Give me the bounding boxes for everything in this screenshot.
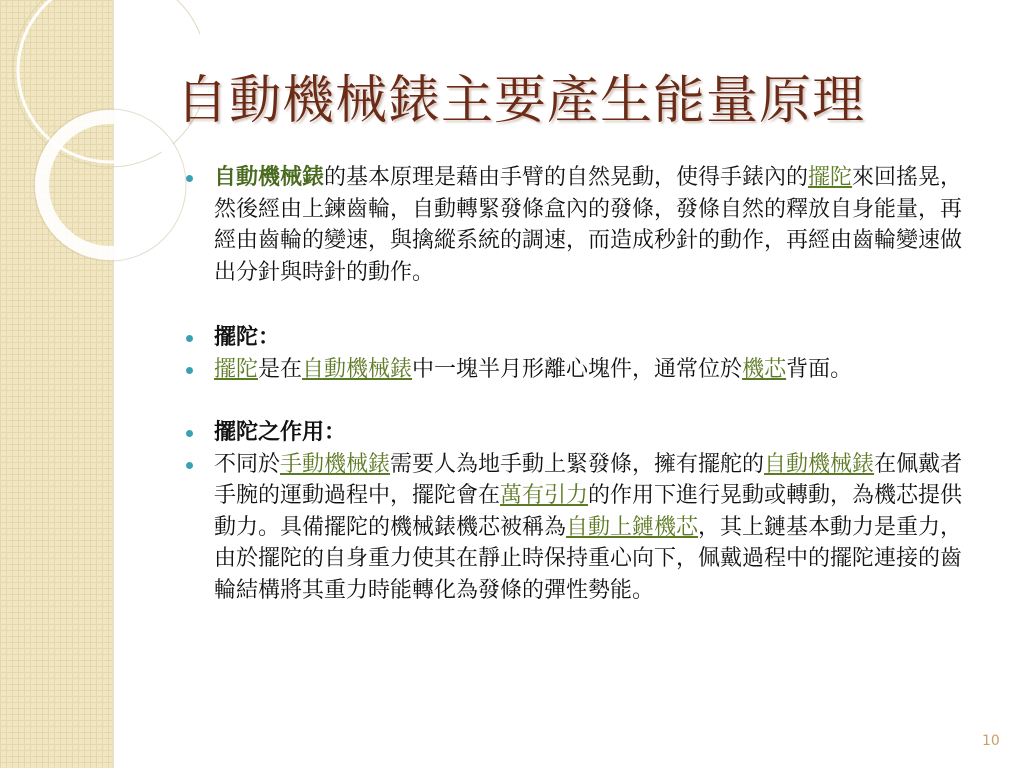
spacer: [186, 288, 976, 322]
link-automatic-watch[interactable]: 自動機械錶: [764, 451, 875, 477]
text-segment: 背面。: [786, 356, 853, 382]
text-segment: 中一塊半月形離心塊件，通常位於: [412, 356, 743, 382]
bullet-dot-icon: [186, 335, 193, 342]
text-segment: ，其上鏈基本動力是重力，由於擺陀的自身重力使其在靜止時保持重心向下，佩戴過程中的擺陀連接的齒輪結構將其重力時能轉化為發條的彈性勢能。: [214, 514, 963, 603]
term-automatic-watch: 自動機械錶: [214, 165, 325, 190]
text-segment: 需要人為地手動上緊發條，擁有擺舵的: [390, 451, 765, 477]
link-rotor[interactable]: 擺陀: [214, 356, 259, 382]
text-segment: 在佩戴者手腕的運動過程中，擺陀會在: [214, 451, 963, 508]
text-segment: 不同於: [214, 451, 281, 477]
bullet-item: [186, 417, 976, 449]
bullet-dot-icon: [186, 367, 193, 374]
bullet-item: [186, 162, 976, 288]
bullet-dot-icon: [186, 175, 193, 182]
link-rotor[interactable]: 擺陀: [808, 165, 853, 190]
link-movement[interactable]: 機芯: [742, 356, 787, 382]
text-segment: 是在: [258, 356, 303, 382]
link-manual-watch[interactable]: 手動機械錶: [280, 451, 391, 477]
link-self-winding-movement[interactable]: 自動上鏈機芯: [566, 514, 699, 540]
spacer: [186, 385, 976, 417]
decorative-rings: [0, 0, 200, 300]
bullet-item: [186, 354, 976, 386]
text-segment: 的作用下進行晃動或轉動，為機芯提供動力。具備擺陀的機械錶機芯被稱為: [214, 483, 963, 540]
page-number: 10: [982, 733, 1000, 749]
slide-content: [186, 162, 976, 606]
bullet-item: [186, 322, 976, 354]
heading-rotor: 擺陀：: [214, 325, 281, 350]
text-segment: 的基本原理是藉由手臂的自然晃動，使得手錶內的: [324, 165, 809, 190]
bullet-item: [186, 449, 976, 607]
link-gravity[interactable]: 萬有引力: [500, 483, 589, 508]
text-segment: 來回搖晃，然後經由上鍊齒輪，自動轉緊發條盒內的發條，發條自然的釋放自身能量，再經由齒輪的變速，與擒縱系統的調速，而造成秒針的動作，再經由齒輪變速做出分針與時針的動作。: [214, 165, 963, 285]
link-automatic-watch[interactable]: 自動機械錶: [302, 356, 413, 382]
bullet-dot-icon: [186, 462, 193, 469]
heading-rotor-function: 擺陀之作用：: [214, 420, 347, 445]
slide-title: 自動機械錶主要產生能量原理: [176, 71, 866, 131]
bullet-dot-icon: [186, 430, 193, 437]
